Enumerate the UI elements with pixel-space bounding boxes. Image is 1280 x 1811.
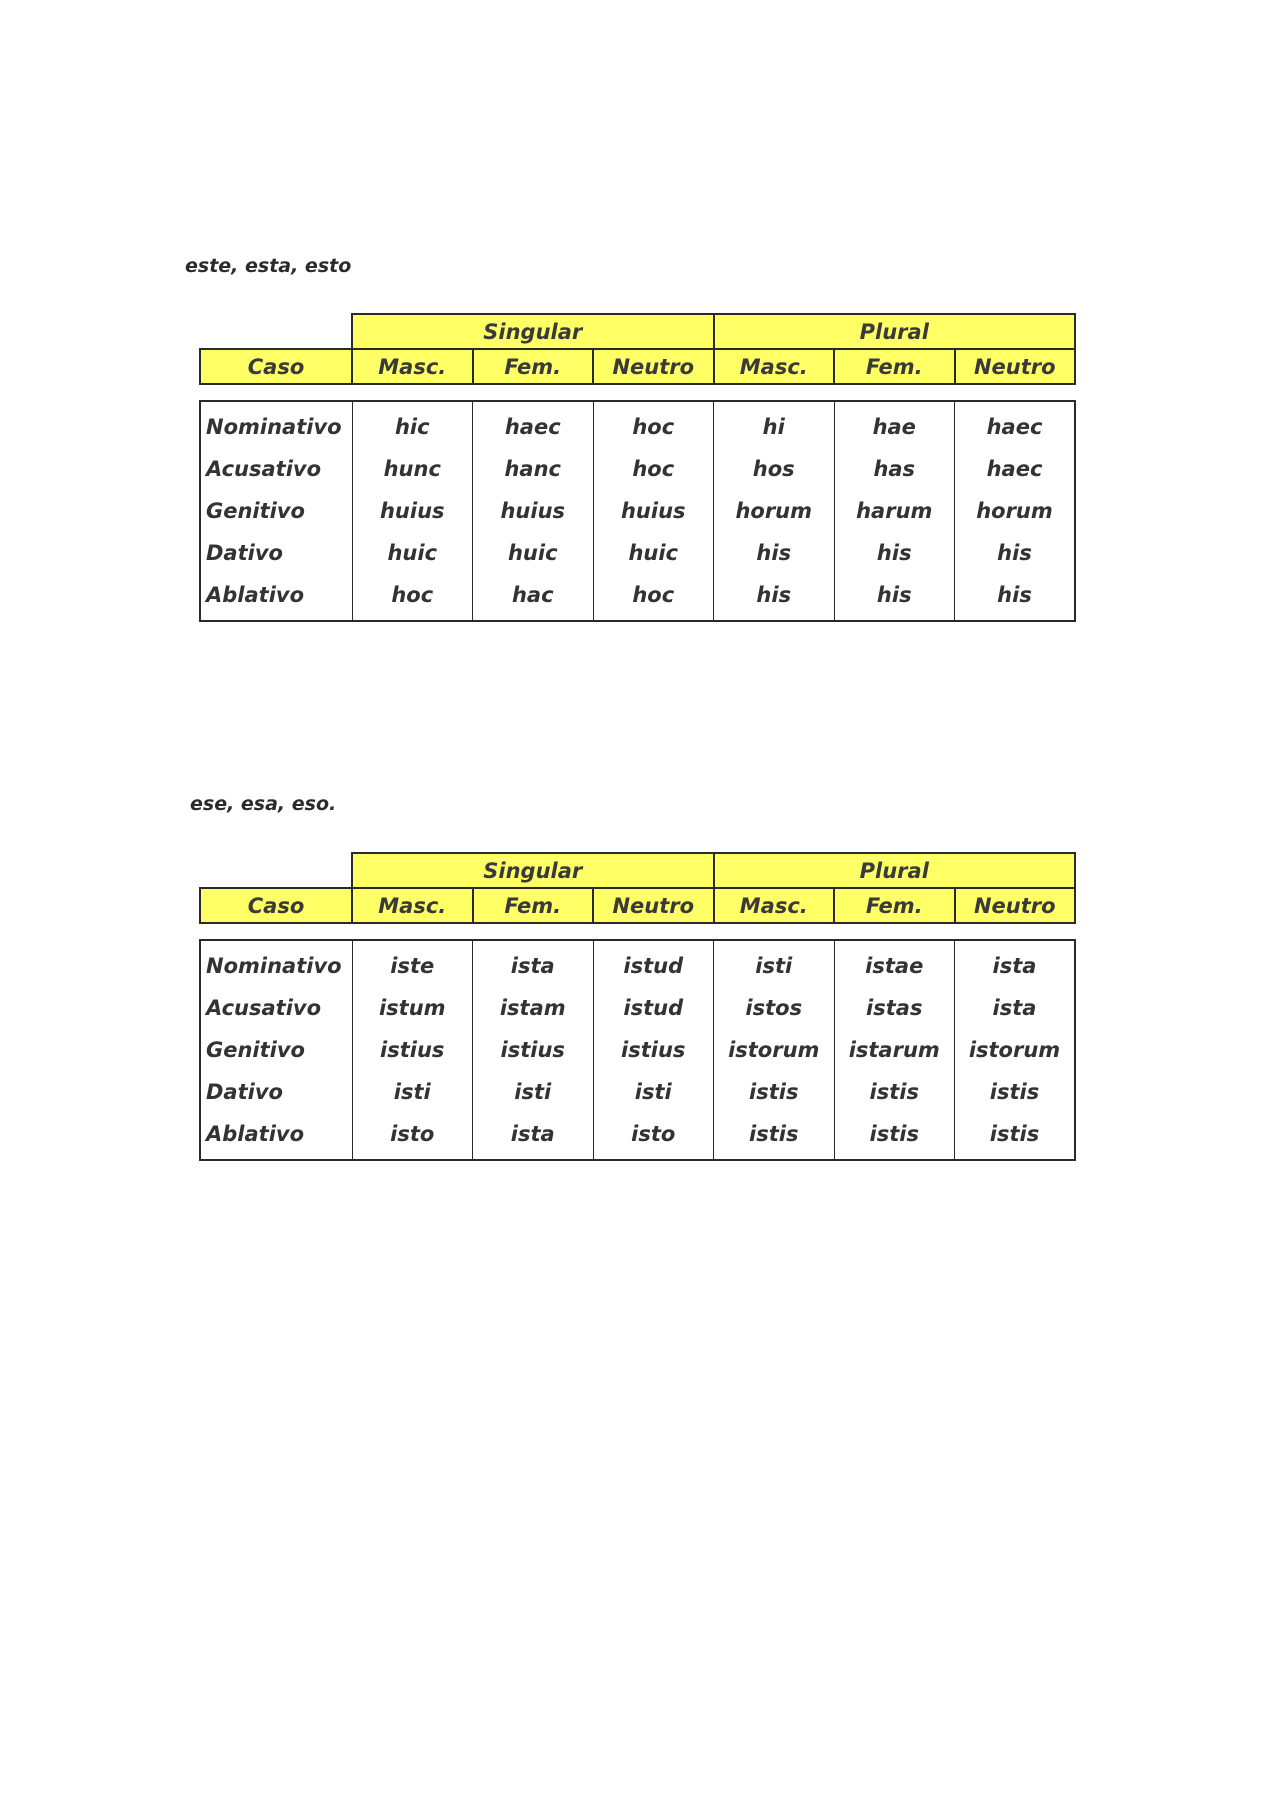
table-cell: haec	[955, 448, 1076, 490]
table-row	[200, 574, 1075, 621]
table-cell: hoc	[593, 401, 714, 448]
table-cell: istius	[473, 1029, 594, 1071]
table-cell: haec	[955, 401, 1076, 448]
table-body	[199, 400, 1076, 622]
table-cell: istam	[473, 987, 594, 1029]
table-cell: hoc	[593, 574, 714, 621]
column-header: Neutro	[593, 349, 714, 384]
column-header: Neutro	[955, 349, 1076, 384]
column-header: Neutro	[955, 888, 1076, 923]
table-cell: huic	[473, 532, 594, 574]
table-header	[199, 852, 1076, 924]
column-header: Neutro	[593, 888, 714, 923]
table-cell: horum	[955, 490, 1076, 532]
table-cell: ista	[473, 940, 594, 987]
table-cell: istorum	[714, 1029, 835, 1071]
table-cell: istarum	[834, 1029, 955, 1071]
table-row	[200, 448, 1075, 490]
table-cell: ista	[473, 1113, 594, 1160]
table-cell: istis	[955, 1113, 1076, 1160]
table-cell: ista	[955, 987, 1076, 1029]
table-cell: istis	[714, 1071, 835, 1113]
table-row	[200, 940, 1075, 987]
table-caption: este, esta, esto	[185, 255, 352, 277]
table-cell: istis	[714, 1113, 835, 1160]
declension-table	[199, 852, 1074, 1161]
table-cell: istos	[714, 987, 835, 1029]
table-cell: hoc	[352, 574, 473, 621]
case-name-cell: Nominativo	[206, 954, 342, 978]
table-body	[199, 939, 1076, 1161]
column-header: Caso	[200, 349, 352, 384]
case-name-cell: Ablativo	[206, 1122, 305, 1146]
table-cell: istis	[834, 1071, 955, 1113]
table-cell: hunc	[352, 448, 473, 490]
table-cell: isti	[593, 1071, 714, 1113]
table-cell: istis	[955, 1071, 1076, 1113]
table-cell: istis	[834, 1113, 955, 1160]
table-cell: istum	[352, 987, 473, 1029]
table-row	[200, 1029, 1075, 1071]
table-cell: huic	[593, 532, 714, 574]
table-cell: isti	[714, 940, 835, 987]
table-cell: istud	[593, 940, 714, 987]
case-name-cell: Dativo	[206, 1080, 283, 1104]
table-cell: isto	[352, 1113, 473, 1160]
table-cell: haec	[473, 401, 594, 448]
group-header-row	[200, 853, 1075, 888]
column-header: Fem.	[834, 349, 955, 384]
group-header-singular: Singular	[352, 853, 714, 888]
case-name-cell: Ablativo	[206, 583, 305, 607]
table-cell: ista	[955, 940, 1076, 987]
column-header: Fem.	[473, 349, 594, 384]
table-cell: isti	[473, 1071, 594, 1113]
column-header: Masc.	[352, 888, 473, 923]
table-cell: hac	[473, 574, 594, 621]
table-cell: huic	[352, 532, 473, 574]
table-cell: his	[834, 532, 955, 574]
column-header: Masc.	[714, 349, 835, 384]
table-cell: hae	[834, 401, 955, 448]
table-cell: istius	[593, 1029, 714, 1071]
column-header: Masc.	[714, 888, 835, 923]
group-header-plural: Plural	[714, 853, 1076, 888]
column-header-row	[200, 888, 1075, 923]
table-row	[200, 532, 1075, 574]
column-header-row	[200, 349, 1075, 384]
case-name-cell: Nominativo	[206, 415, 342, 439]
table-cell: isto	[593, 1113, 714, 1160]
case-name-cell: Genitivo	[206, 499, 305, 523]
case-name-cell: Dativo	[206, 541, 283, 565]
table-caption: ese, esa, eso.	[190, 793, 337, 815]
group-header-plural: Plural	[714, 314, 1076, 349]
table-row	[200, 1071, 1075, 1113]
table-cell: istorum	[955, 1029, 1076, 1071]
table-cell: horum	[714, 490, 835, 532]
table-cell: istae	[834, 940, 955, 987]
table-header	[199, 313, 1076, 385]
table-cell: hic	[352, 401, 473, 448]
case-name-cell: Acusativo	[206, 457, 322, 481]
case-name-cell: Acusativo	[206, 996, 322, 1020]
table-cell: istius	[352, 1029, 473, 1071]
table-row	[200, 490, 1075, 532]
table-cell: iste	[352, 940, 473, 987]
declension-table	[199, 313, 1074, 622]
table-cell: huius	[473, 490, 594, 532]
table-cell: huius	[593, 490, 714, 532]
column-header: Masc.	[352, 349, 473, 384]
column-header: Fem.	[473, 888, 594, 923]
table-cell: his	[955, 574, 1076, 621]
table-cell: hos	[714, 448, 835, 490]
table-row	[200, 987, 1075, 1029]
case-name-cell: Genitivo	[206, 1038, 305, 1062]
column-header: Fem.	[834, 888, 955, 923]
table-cell: his	[714, 574, 835, 621]
header-blank-cell	[200, 314, 352, 349]
group-header-singular: Singular	[352, 314, 714, 349]
table-cell: harum	[834, 490, 955, 532]
table-row	[200, 1113, 1075, 1160]
table-cell: isti	[352, 1071, 473, 1113]
column-header: Caso	[200, 888, 352, 923]
table-cell: hanc	[473, 448, 594, 490]
table-cell: his	[834, 574, 955, 621]
table-cell: istas	[834, 987, 955, 1029]
group-header-row	[200, 314, 1075, 349]
table-cell: hoc	[593, 448, 714, 490]
header-blank-cell	[200, 853, 352, 888]
table-cell: hi	[714, 401, 835, 448]
table-cell: istud	[593, 987, 714, 1029]
table-cell: has	[834, 448, 955, 490]
table-cell: his	[955, 532, 1076, 574]
table-cell: huius	[352, 490, 473, 532]
table-row	[200, 401, 1075, 448]
table-cell: his	[714, 532, 835, 574]
